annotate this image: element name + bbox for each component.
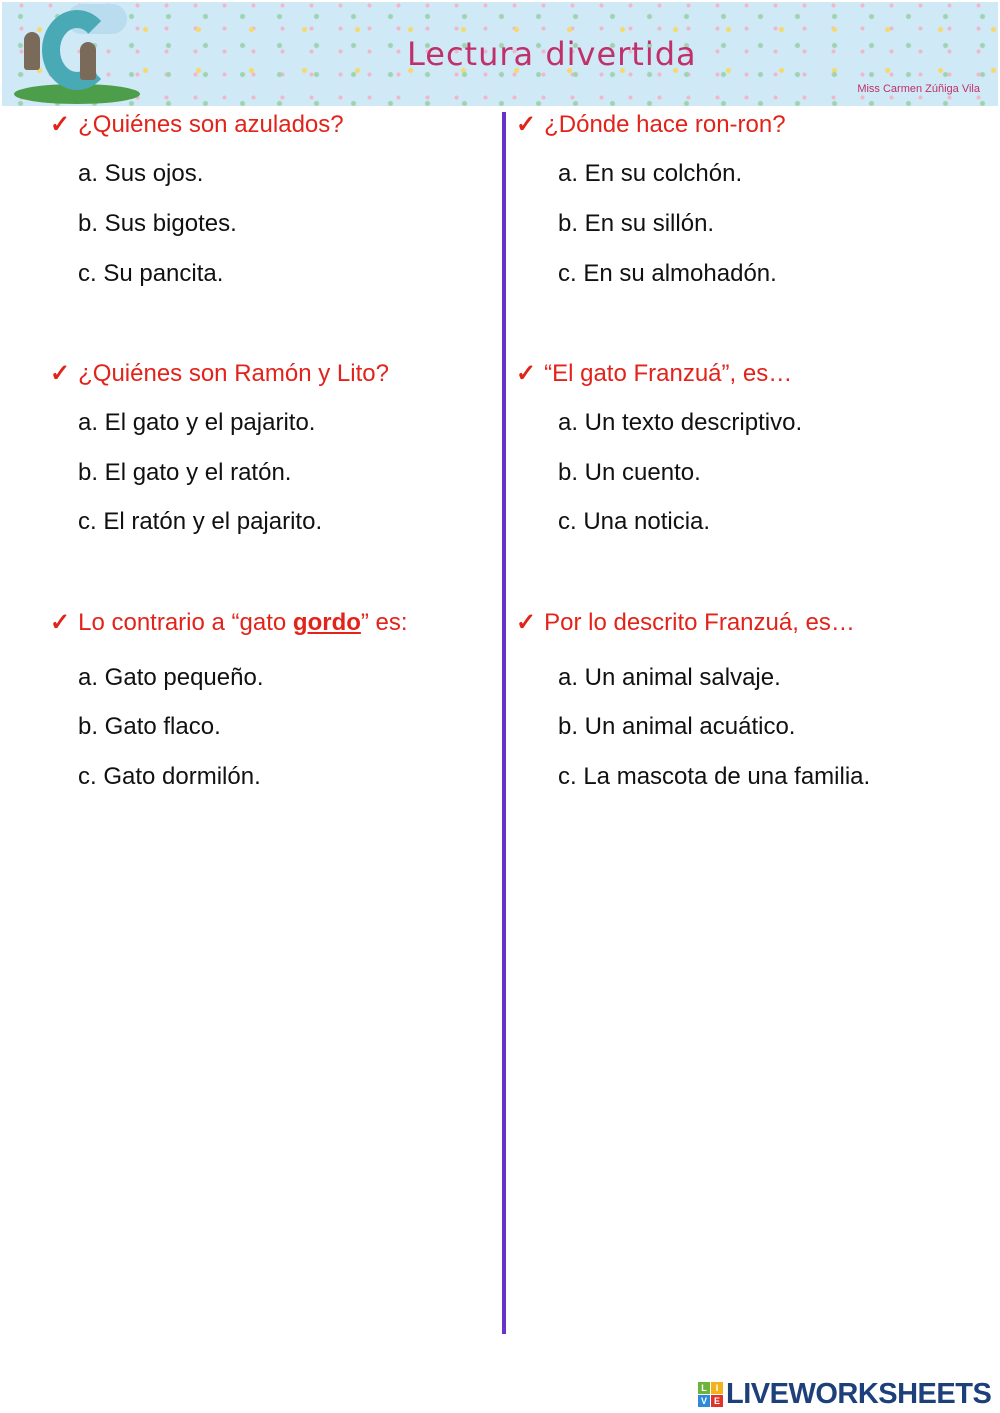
header-banner [2, 2, 998, 106]
emphasized-word: gordo [292, 609, 361, 636]
option[interactable]: c. Una noticia. [558, 508, 711, 535]
option[interactable]: c. Su pancita. [78, 260, 224, 287]
question-text: Lo contrario a “gato [78, 609, 293, 636]
logo-letter: V [698, 1395, 710, 1407]
check-icon: ✓ [50, 609, 71, 636]
option[interactable]: a. En su colchón. [558, 160, 743, 187]
boy-illustration [80, 42, 96, 80]
logo-letter: I [711, 1382, 723, 1394]
option[interactable]: b. Un animal acuático. [558, 713, 796, 740]
logo-letter: L [698, 1382, 710, 1394]
question-1 [50, 110, 344, 139]
girl-illustration [24, 32, 40, 70]
option[interactable]: b. Un cuento. [558, 459, 701, 486]
question-4 [516, 110, 786, 139]
check-icon: ✓ [516, 360, 537, 387]
author-name: Miss Carmen Zúñiga Vila [857, 83, 980, 95]
question-text: Por lo descrito Franzuá, es… [544, 609, 855, 636]
option[interactable]: b. Gato flaco. [78, 713, 221, 740]
live-blocks-icon [698, 1382, 723, 1407]
check-icon: ✓ [516, 609, 537, 636]
option[interactable]: a. Un texto descriptivo. [558, 409, 803, 436]
option[interactable]: b. Sus bigotes. [78, 210, 237, 237]
option[interactable]: c. El ratón y el pajarito. [78, 508, 323, 535]
question-text: ¿Quiénes son azulados? [78, 111, 344, 138]
option[interactable]: b. En su sillón. [558, 210, 715, 237]
option[interactable]: a. Un animal salvaje. [558, 664, 781, 691]
check-icon: ✓ [50, 111, 71, 138]
question-6 [516, 608, 855, 637]
question-2 [50, 359, 389, 388]
question-5 [516, 359, 792, 388]
logo-letter: E [711, 1395, 723, 1407]
liveworksheets-logo[interactable] [698, 1378, 991, 1411]
question-text: ¿Dónde hace ron-ron? [544, 111, 786, 138]
question-3 [50, 608, 408, 637]
question-text: ¿Quiénes son Ramón y Lito? [78, 360, 389, 387]
option[interactable]: a. Sus ojos. [78, 160, 204, 187]
question-text: “El gato Franzuá”, es… [544, 360, 793, 387]
check-icon: ✓ [50, 360, 71, 387]
option[interactable]: a. Gato pequeño. [78, 664, 264, 691]
option[interactable]: c. La mascota de una familia. [558, 763, 871, 790]
check-icon: ✓ [516, 111, 537, 138]
question-text: ” es: [360, 609, 408, 636]
option[interactable]: a. El gato y el pajarito. [78, 409, 316, 436]
logo-text: LIVEWORKSHEETS [726, 1378, 992, 1410]
option[interactable]: b. El gato y el ratón. [78, 459, 292, 486]
option[interactable]: c. En su almohadón. [558, 260, 777, 287]
letter-c-logo [42, 10, 112, 90]
page-title: Lectura divertida [407, 35, 697, 73]
option[interactable]: c. Gato dormilón. [78, 763, 261, 790]
column-divider [502, 112, 506, 1334]
